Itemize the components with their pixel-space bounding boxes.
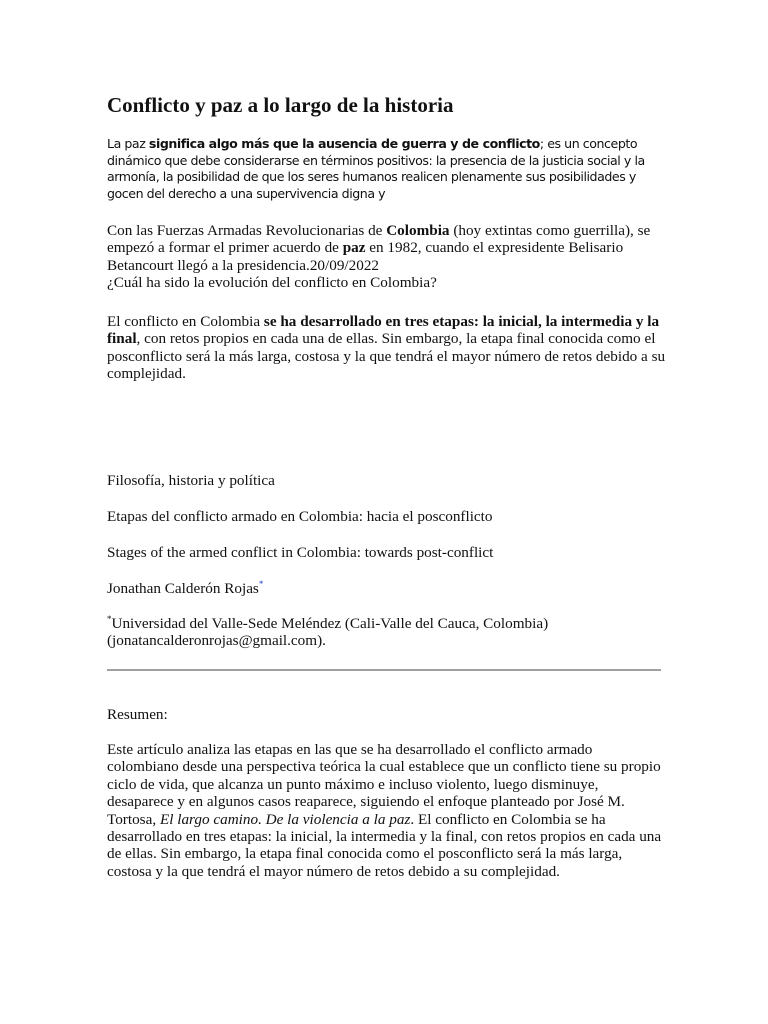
fuerzas-text-3: en 1982, cuando el expresidente Belisario Betancourt llegó a la presidencia.20/09/2022	[107, 239, 624, 274]
article-title-en: Stages of the armed conflict in Colombia: towards post-conflict	[107, 544, 494, 561]
fuerzas-bold-1: Colombia	[386, 222, 450, 239]
abstract-paragraph	[107, 741, 667, 880]
intro-text-1: La paz	[107, 136, 149, 151]
conflicto-text-2: , con retos propios en cada una de ellas. Sin embargo, la etapa final conocida como el posconflicto será la más larga, costosa y la que tendrá el mayor número de retos debido a su complejidad.	[107, 330, 666, 383]
resumen-label: Resumen:	[107, 706, 168, 723]
author-name: Jonathan Calderón Rojas	[107, 580, 259, 597]
article-title-es: Etapas del conflicto armado en Colombia: hacia el posconflicto	[107, 508, 493, 525]
intro-bold-1: significa algo más que la ausencia de guerra y de conflicto	[148, 136, 540, 151]
affiliation-email: (jonatancalderonrojas@gmail.com).	[107, 632, 326, 650]
fuerzas-paragraph	[107, 222, 667, 292]
abstract-book-title: El largo camino. De la violencia a la paz	[159, 810, 411, 828]
intro-text-2: ; es un concepto dinámico que debe considerarse en términos positivos: la presencia de la justicia social y la armonía, la posibilidad de que los seres humanos realicen plenamente sus posibilidades y gocen del derecho a una supervivencia digna y	[107, 136, 645, 201]
affiliation	[107, 615, 667, 650]
abstract-text-2: . El conflicto en Colombia se ha desarrollado en tres etapas: la inicial, la intermedia y la final, con retos propios en cada una de ellas. Sin embargo, la etapa final conocida como el posconflicto será la más larga, costosa y la que tendrá el mayor número de retos debido a su complejidad.	[107, 810, 662, 880]
document-title: Conflicto y paz a lo largo de la historia	[107, 93, 454, 117]
author-line	[107, 580, 667, 597]
evolution-question: ¿Cuál ha sido la evolución del conflicto en Colombia?	[107, 274, 437, 292]
fuerzas-bold-2: paz	[342, 239, 366, 257]
fuerzas-text-2: (hoy extintas como guerrilla), se empezó a formar el primer acuerdo de	[107, 222, 651, 257]
section-label: Filosofía, historia y política	[107, 472, 275, 489]
conflicto-text-1: El conflicto en Colombia	[107, 313, 264, 330]
conflicto-bold-1: se ha desarrollado en tres etapas: la inicial, la intermedia y la final	[107, 313, 660, 348]
affiliation-line-1: Universidad del Valle-Sede Meléndez (Cali-Valle del Cauca, Colombia)	[111, 615, 549, 632]
affiliation-mark: *	[107, 614, 112, 624]
intro-paragraph	[107, 136, 667, 202]
author-footnote-link[interactable]: *	[258, 579, 264, 589]
abstract-text-1: Este artículo analiza las etapas en las que se ha desarrollado el conflicto armado colombiano desde una perspectiva teórica la cual establece que un conflicto tiene su propio ciclo de vida, que alcanza un punto máximo e incluso violento, luego disminuye, desaparece y en algunos casos reaparece, siguiendo el enfoque planteado por José M. Tortosa,	[107, 741, 661, 828]
fuerzas-text-1: Con las Fuerzas Armadas Revolucionarias de	[107, 222, 387, 239]
horizontal-divider	[107, 669, 661, 671]
conflicto-paragraph	[107, 313, 667, 383]
